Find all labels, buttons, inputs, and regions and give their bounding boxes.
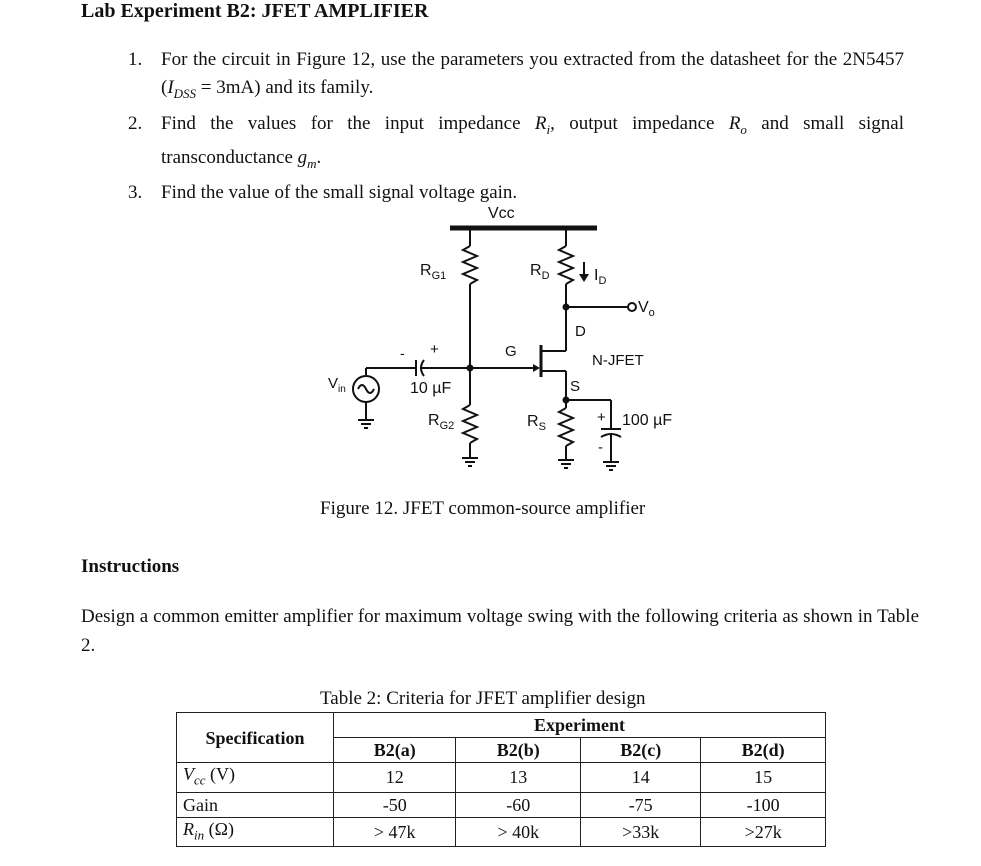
task-text: Find the values for the input impedance $R_i$, output impedance $R_o$ and small signal transconductance $g_m$. xyxy=(161,112,904,171)
id-arrowhead xyxy=(579,274,589,282)
spec-header: Specification xyxy=(177,713,334,763)
cap-in-label: 10 µF xyxy=(410,380,452,397)
document-title: Lab Experiment B2: JFET AMPLIFIER xyxy=(81,0,429,22)
figure-caption: Figure 12. JFET common-source amplifier xyxy=(320,498,646,519)
vin-label: $V_{in}$ xyxy=(328,375,346,395)
id-label: $I_D$ xyxy=(594,267,607,287)
table-cell: >33k xyxy=(581,817,701,847)
rd-label: $R_D$ xyxy=(530,262,550,282)
rd-resistor xyxy=(559,246,573,284)
rs-label: $R_S$ xyxy=(527,413,546,433)
table-row xyxy=(177,792,826,817)
table-cell: >27k xyxy=(701,817,826,847)
task-number: 3. xyxy=(128,182,143,204)
table-cell: 15 xyxy=(701,763,826,793)
vcc-label: Vcc xyxy=(488,205,515,222)
row-label: Gain xyxy=(177,792,334,817)
table-cell: 13 xyxy=(456,763,581,793)
sine-icon xyxy=(358,385,374,393)
cap-in-minus: - xyxy=(400,345,405,361)
source-label: S xyxy=(570,378,581,395)
task-text: For the circuit in Figure 12, use the parameters you extracted from the datasheet for the 2N5457 $(I_{DSS} = 3mA)$ and its family. xyxy=(161,49,904,101)
device-label: N-JFET xyxy=(592,352,644,369)
table-cell: 12 xyxy=(334,763,456,793)
table-caption: Table 2: Criteria for JFET amplifier design xyxy=(320,688,646,709)
vo-terminal xyxy=(628,303,636,311)
rg2-label: $R_{G2}$ xyxy=(428,412,455,432)
cap-in-plus: + xyxy=(430,341,439,358)
rg1-label: $R_{G1}$ xyxy=(420,262,447,282)
row-label: $V_{cc}$ (V) xyxy=(177,763,334,793)
table-row xyxy=(177,763,826,793)
table-cell: 14 xyxy=(581,763,701,793)
table-cell: -60 xyxy=(456,792,581,817)
cap-s-minus: - xyxy=(598,439,603,456)
task-number: 1. xyxy=(128,49,143,70)
column-header: B2(b) xyxy=(456,738,581,763)
rg2-resistor xyxy=(463,405,477,443)
row-label: $R_{in}$ (Ω) xyxy=(177,817,334,847)
table-cell: -100 xyxy=(701,792,826,817)
drain-label: D xyxy=(575,323,586,340)
experiment-header: Experiment xyxy=(334,713,826,738)
rg1-resistor xyxy=(463,246,477,284)
table-cell: -75 xyxy=(581,792,701,817)
table-cell: > 40k xyxy=(456,817,581,847)
instructions-body: Design a common emitter amplifier for maximum voltage swing with the following criteria as shown in Table 2. xyxy=(81,606,919,656)
junction-dot xyxy=(564,398,569,403)
column-header: B2(d) xyxy=(701,738,826,763)
table-cell: -50 xyxy=(334,792,456,817)
task-number: 2. xyxy=(128,112,143,134)
instructions-heading: Instructions xyxy=(81,556,180,577)
table-header-row xyxy=(177,713,826,738)
column-header: B2(c) xyxy=(581,738,701,763)
column-header: B2(a) xyxy=(334,738,456,763)
cap-s-plus: + xyxy=(597,409,606,426)
vo-label: $V_o$ xyxy=(638,299,655,319)
rs-resistor xyxy=(559,408,573,446)
criteria-table xyxy=(176,712,826,847)
task-text: Find the value of the small signal voltage gain. xyxy=(161,182,518,204)
cap-s-label: 100 µF xyxy=(622,412,673,429)
jfet-gate-arrow xyxy=(533,364,540,372)
table-cell: > 47k xyxy=(334,817,456,847)
junction-dot xyxy=(564,305,569,310)
table-row xyxy=(177,817,826,847)
gate-label: G xyxy=(505,343,517,360)
